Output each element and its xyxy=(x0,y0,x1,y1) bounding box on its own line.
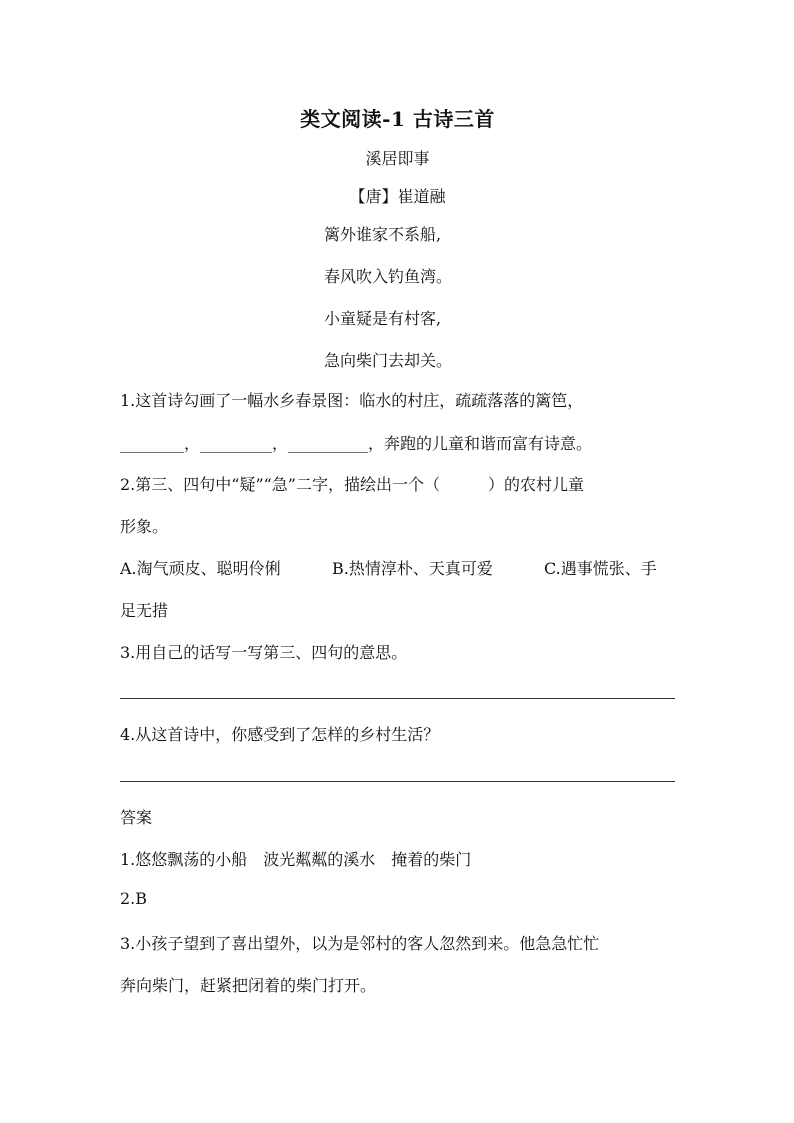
poem-title: 溪居即事 xyxy=(365,149,430,168)
answer-2: 2.B xyxy=(120,889,148,908)
question-4: 4.从这首诗中，你感受到了怎样的乡村生活？ xyxy=(120,725,440,744)
question-2-option-b: B.热情淳朴、天真可爱 xyxy=(332,559,493,578)
answers-heading: 答案 xyxy=(120,808,153,827)
question-1-line-1: 1.这首诗勾画了一幅水乡春景图：临水的村庄，疏疏落落的篱笆， xyxy=(120,391,584,410)
question-2-line-2: 形象。 xyxy=(120,517,169,536)
question-2-option-c-cont: 足无措 xyxy=(120,601,169,620)
poem-line-1: 篱外谁家不系船, xyxy=(324,225,442,244)
question-1-line-2: ________，_________，__________，奔跑的儿童和谐而富有诗意。 xyxy=(120,434,593,453)
poem-line-3: 小童疑是有村客, xyxy=(324,309,442,328)
answer-line-q4 xyxy=(120,781,675,782)
answer-line-q3 xyxy=(120,698,675,699)
worksheet-page xyxy=(120,0,675,1123)
poem-line-2: 春风吹入钓鱼湾。 xyxy=(324,267,453,286)
answer-3-line-2: 奔向柴门，赶紧把闭着的柴门打开。 xyxy=(120,976,377,995)
question-2-option-a: A.淘气顽皮、聪明伶俐 xyxy=(120,559,281,578)
question-2-option-c: C.遇事慌张、手 xyxy=(544,559,657,578)
answer-1: 1.悠悠飘荡的小船 波光粼粼的溪水 掩着的柴门 xyxy=(120,850,472,869)
page-title: 类文阅读-1 古诗三首 xyxy=(300,107,495,131)
poem-author: 【唐】崔道融 xyxy=(349,187,446,206)
question-3: 3.用自己的话写一写第三、四句的意思。 xyxy=(120,643,408,662)
poem-line-4: 急向柴门去却关。 xyxy=(324,351,453,370)
question-2-line-1: 2.第三、四句中“疑”“急”二字，描绘出一个（ ）的农村儿童 xyxy=(120,475,584,494)
answer-3-line-1: 3.小孩子望到了喜出望外，以为是邻村的客人忽然到来。他急急忙忙 xyxy=(120,934,600,953)
